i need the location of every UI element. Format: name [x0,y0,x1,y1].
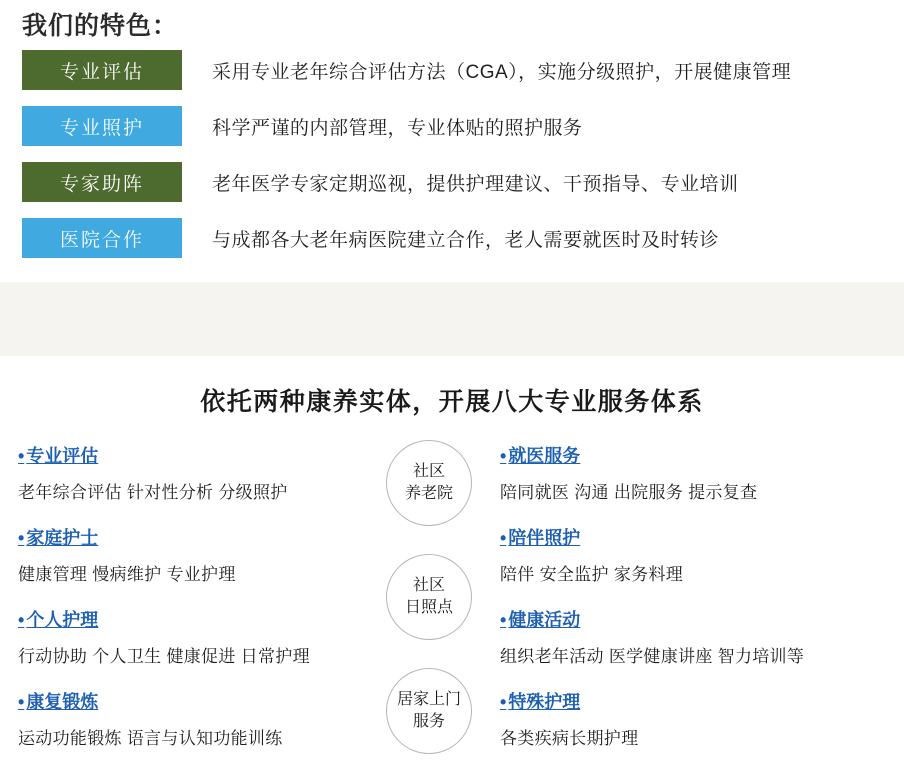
bullet-icon: • [18,446,25,466]
bullet-icon: • [18,692,25,712]
service-heading [18,606,388,632]
service-item [18,606,388,667]
service-item [500,442,870,503]
service-heading-label: 就医服务 [508,446,581,466]
service-heading [500,606,870,632]
entity-circle-community-nursing-home [386,440,472,526]
feature-row [22,104,882,148]
service-heading-label: 家庭护士 [26,528,99,548]
service-item [500,688,870,749]
service-heading-label: 康复锻炼 [26,692,99,712]
entity-circle-community-day-care [386,554,472,640]
service-body: 运动功能锻炼 语言与认知功能训练 [18,729,283,748]
bullet-icon: • [18,528,25,548]
bullet-icon: • [500,610,507,630]
service-body: 行动协助 个人卫生 健康促进 日常护理 [18,647,310,666]
feature-tag: 专家助阵 [22,162,182,202]
circle-line-1: 社区 [412,463,445,481]
circle-line-2: 服务 [412,713,445,730]
service-heading-label: 个人护理 [26,610,99,630]
service-item [18,524,388,585]
feature-tag: 医院合作 [22,218,182,258]
service-heading-label: 特殊护理 [508,692,581,712]
service-body: 各类疾病长期护理 [500,729,639,748]
section-divider-band [0,282,904,356]
service-body: 组织老年活动 医学健康讲座 智力培训等 [500,647,805,666]
feature-tag: 专业评估 [22,50,182,90]
feature-tag: 专业照护 [22,106,182,146]
bullet-icon: • [18,610,25,630]
entity-circle-home-visit-service [386,668,472,754]
service-item [500,524,870,585]
service-body: 健康管理 慢病维护 专业护理 [18,565,236,584]
services-section [0,356,904,782]
circle-line-2: 日照点 [404,599,453,616]
feature-row [22,216,882,260]
features-title: 我们的特色： [22,12,179,40]
circle-line-1: 居家上门 [396,691,461,709]
bullet-icon: • [500,692,507,712]
feature-row [22,48,882,92]
feature-text: 与成都各大老年病医院建立合作，老人需要就医时及时转诊 [212,229,720,251]
bullet-icon: • [500,446,507,466]
services-title: 依托两种康养实体，开展八大专业服务体系 [200,388,704,416]
service-heading-label: 健康活动 [508,610,581,630]
service-heading [18,688,388,714]
feature-text: 科学严谨的内部管理，专业体贴的照护服务 [212,117,583,139]
service-item [18,442,388,503]
service-heading [18,524,388,550]
bullet-icon: • [500,528,507,548]
service-heading [500,688,870,714]
circle-line-1: 社区 [412,577,445,595]
service-heading-label: 陪伴照护 [508,528,581,548]
circle-line-2: 养老院 [404,485,453,502]
feature-text: 老年医学专家定期巡视，提供护理建议、干预指导、专业培训 [212,173,739,195]
service-body: 陪伴 安全监护 家务料理 [500,565,684,584]
service-heading-label: 专业评估 [26,446,99,466]
service-heading [500,524,870,550]
service-body: 老年综合评估 针对性分析 分级照护 [18,483,288,502]
feature-row [22,160,882,204]
service-item [18,688,388,749]
features-section [0,0,904,300]
service-heading [18,442,388,468]
service-body: 陪同就医 沟通 出院服务 提示复查 [500,483,758,502]
service-heading [500,442,870,468]
service-item [500,606,870,667]
feature-text: 采用专业老年综合评估方法（CGA），实施分级照护，开展健康管理 [212,61,792,83]
